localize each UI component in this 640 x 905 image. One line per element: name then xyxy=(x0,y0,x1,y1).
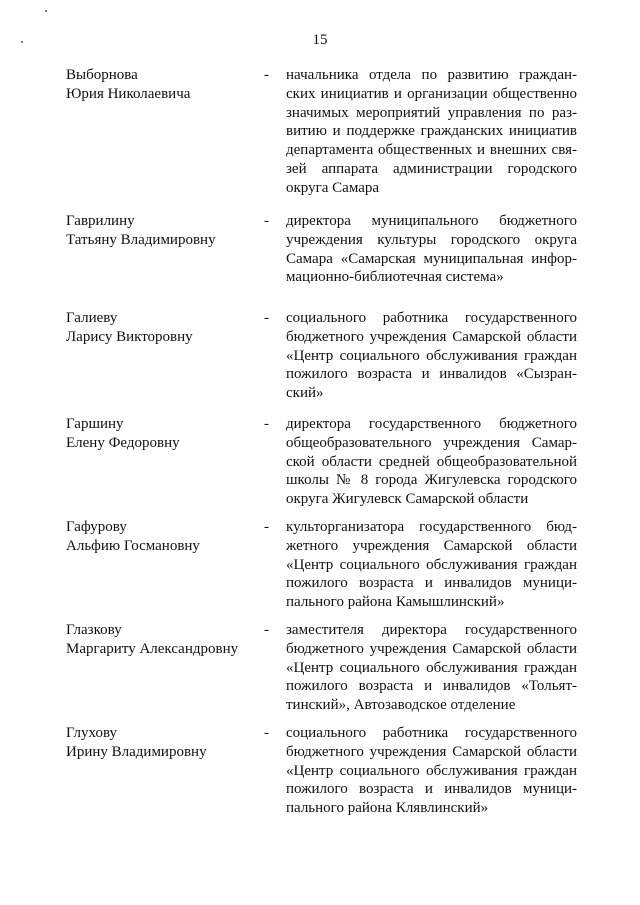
description-line: пожилого возраста и инвалидов «Тольят- xyxy=(286,678,577,695)
description-line: «Центр социального обслуживания граждан xyxy=(286,659,577,676)
description-line: пожилого возраста и инвалидов муници- xyxy=(286,781,577,798)
dash-separator: - xyxy=(264,67,269,83)
appointee-list xyxy=(66,66,578,827)
person-name xyxy=(66,66,256,104)
description-line: Самара «Самарская муниципальная инфор- xyxy=(286,250,577,267)
surname: Гафурову xyxy=(66,519,127,535)
description-line: ской области средней общеобразовательной xyxy=(286,453,577,470)
given-names: Юрия Николаевича xyxy=(66,85,191,102)
given-names: Ирину Владимировну xyxy=(66,743,207,760)
surname: Галиеву xyxy=(66,310,118,326)
description-line: значимых мероприятий управления по раз- xyxy=(286,104,577,121)
dash-separator: - xyxy=(264,725,269,741)
person-name xyxy=(66,621,256,659)
surname: Глухову xyxy=(66,725,118,741)
page-number: 15 xyxy=(312,32,328,48)
list-item xyxy=(66,518,578,621)
given-names: Ларису Викторовну xyxy=(66,328,193,345)
description-line: общеобразовательного учреждения Самар- xyxy=(286,434,577,451)
surname: Гаршину xyxy=(66,416,124,432)
dash-separator: - xyxy=(264,416,269,432)
description-line: бюджетного учреждения Самарской области xyxy=(286,640,577,657)
description-line: жетного учреждения Самарской области xyxy=(286,537,577,554)
description-line: ский» xyxy=(286,385,324,402)
description-line: директора государственного бюджетного xyxy=(286,416,577,432)
description-line: пального района Камышлинский» xyxy=(286,594,505,611)
person-name xyxy=(66,724,256,762)
position-description xyxy=(286,66,577,198)
given-names: Маргариту Александровну xyxy=(66,640,239,657)
description-line: пожилого возраста и инвалидов муници- xyxy=(286,575,577,592)
description-line: ских инициатив и организации общественно xyxy=(286,85,577,102)
description-line: тинский», Автозаводское отделение xyxy=(286,697,516,714)
position-description xyxy=(286,518,577,612)
list-item xyxy=(66,66,578,212)
description-line: пального района Клявлинский» xyxy=(286,800,489,817)
description-line: «Центр социального обслуживания граждан xyxy=(286,556,577,573)
surname: Гаврилину xyxy=(66,213,135,229)
description-line: «Центр социального обслуживания граждан xyxy=(286,762,577,779)
description-line: бюджетного учреждения Самарской области xyxy=(286,743,577,760)
description-line: директора муниципального бюджетного xyxy=(286,213,577,229)
description-line: округа Самара xyxy=(286,179,380,196)
person-name xyxy=(66,212,256,250)
description-line: зей аппарата администрации городского xyxy=(286,160,577,177)
given-names: Елену Федоровну xyxy=(66,434,180,451)
scan-speck-1 xyxy=(45,10,47,12)
description-line: заместителя директора государственного xyxy=(286,622,577,638)
position-description xyxy=(286,621,577,715)
description-line: пожилого возраста и инвалидов «Сызран- xyxy=(286,366,577,383)
description-line: социального работника государственного xyxy=(286,310,577,326)
description-line: начальника отдела по развитию граждан- xyxy=(286,67,577,83)
surname: Глазкову xyxy=(66,622,122,638)
position-description xyxy=(286,212,577,287)
person-name xyxy=(66,415,256,453)
list-item xyxy=(66,621,578,724)
position-description xyxy=(286,309,577,403)
list-item xyxy=(66,212,578,309)
list-item xyxy=(66,309,578,415)
given-names: Татьяну Владимировну xyxy=(66,231,216,248)
description-line: бюджетного учреждения Самарской области xyxy=(286,328,577,345)
description-line: культорганизатора государственного бюд- xyxy=(286,519,577,535)
description-line: витию и поддержке гражданских инициатив xyxy=(286,123,577,140)
dash-separator: - xyxy=(264,519,269,535)
description-line: департамента общественных и внешних свя- xyxy=(286,142,577,159)
list-item xyxy=(66,415,578,518)
position-description xyxy=(286,415,577,509)
surname: Выборнова xyxy=(66,67,138,83)
description-line: «Центр социального обслуживания граждан xyxy=(286,347,577,364)
dash-separator: - xyxy=(264,213,269,229)
description-line: округа Жигулевск Самарской области xyxy=(286,491,529,508)
dash-separator: - xyxy=(264,622,269,638)
dash-separator: - xyxy=(264,310,269,326)
position-description xyxy=(286,724,577,818)
person-name xyxy=(66,309,256,347)
given-names: Альфию Госмановну xyxy=(66,537,200,554)
person-name xyxy=(66,518,256,556)
description-line: школы № 8 города Жигулевска городского xyxy=(286,472,577,489)
description-line: учреждения культуры городского округа xyxy=(286,231,577,248)
description-line: мационно-библиотечная система» xyxy=(286,269,504,286)
list-item xyxy=(66,724,578,827)
description-line: социального работника государственного xyxy=(286,725,577,741)
